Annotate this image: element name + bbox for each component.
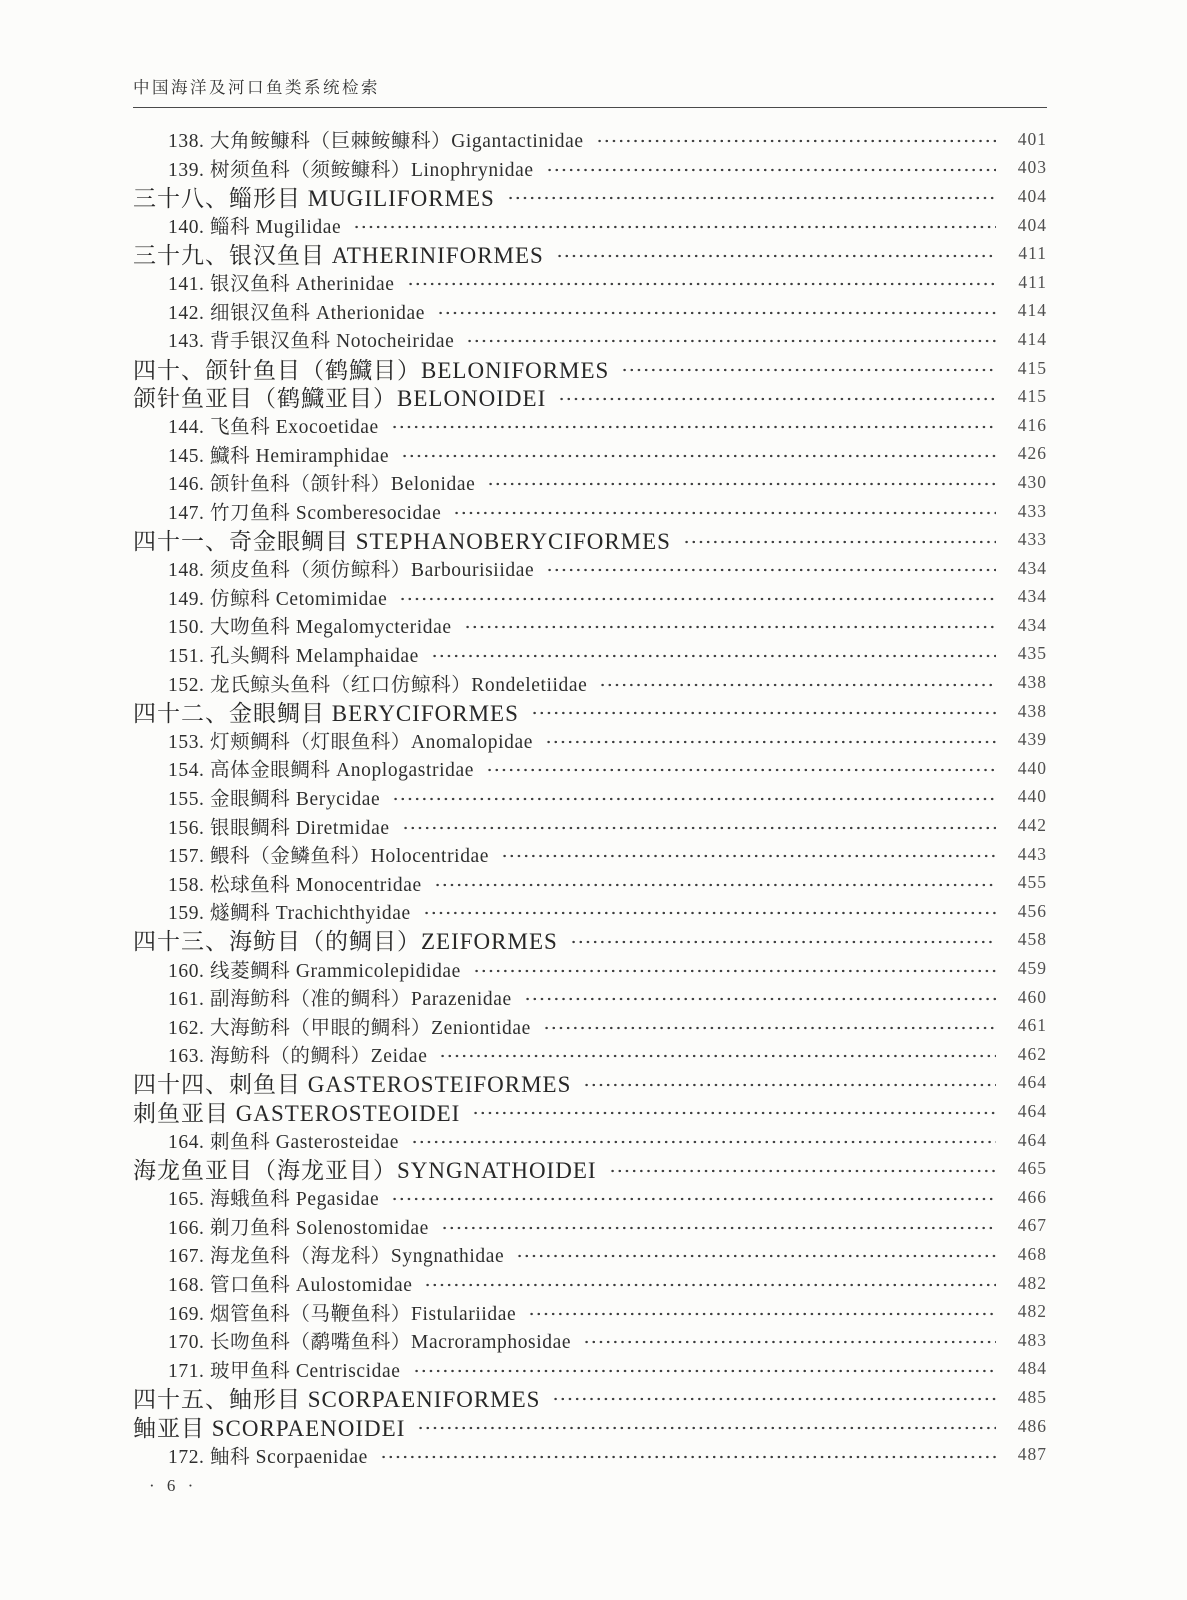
entry-label: 四十、颌针鱼目（鹤鱵目）BELONIFORMES <box>133 357 610 383</box>
entry-page: 482 <box>1017 1301 1047 1322</box>
dot-leader <box>413 1369 996 1373</box>
dot-leader <box>583 1083 996 1087</box>
entry-label: 138. 大角𩽾𩾌科（巨棘𩽾𩾌科）Gigantactinidae <box>168 131 584 153</box>
toc-entry-family <box>133 983 1047 1012</box>
entry-label: 四十三、海鲂目（的鲷目）ZEIFORMES <box>133 929 558 955</box>
dot-leader <box>599 683 996 687</box>
toc-entry-family <box>133 468 1047 497</box>
entry-label: 四十四、刺鱼目 GASTEROSTEIFORMES <box>133 1072 572 1098</box>
entry-label: 151. 孔头鲷科 Melamphaidae <box>168 645 419 667</box>
dot-leader <box>472 1111 996 1115</box>
entry-label: 169. 烟管鱼科（马鞭鱼科）Fistulariidae <box>168 1303 517 1325</box>
entry-page: 414 <box>1017 328 1047 349</box>
entry-page: 464 <box>1017 1072 1047 1093</box>
dot-leader <box>556 254 996 258</box>
entry-page: 433 <box>1017 500 1047 521</box>
dot-leader <box>353 225 996 229</box>
toc-entry-order <box>133 1383 1047 1412</box>
entry-label: 165. 海蛾鱼科 Pegasidae <box>168 1189 380 1211</box>
dot-leader <box>434 883 996 887</box>
toc-entry-order <box>133 239 1047 268</box>
toc-entry-family <box>133 725 1047 754</box>
entry-label: 三十九、银汉鱼目 ATHERINIFORMES <box>133 243 544 269</box>
running-header <box>133 74 1047 108</box>
dot-leader <box>487 482 996 486</box>
entry-label: 166. 剃刀鱼科 Solenostomidae <box>168 1217 429 1239</box>
entry-page: 416 <box>1017 414 1047 435</box>
entry-page: 459 <box>1017 958 1047 979</box>
dot-leader <box>596 139 996 143</box>
entry-page: 415 <box>1017 386 1047 407</box>
dot-leader <box>473 969 996 973</box>
toc-entry-family <box>133 897 1047 926</box>
entry-page: 434 <box>1017 614 1047 635</box>
toc-entry-order <box>133 525 1047 554</box>
dot-leader <box>486 768 996 772</box>
entry-label: 163. 海鲂科（的鲷科）Zeidae <box>168 1046 428 1068</box>
entry-page: 401 <box>1017 128 1047 149</box>
entry-label: 152. 龙氏鲸头鱼科（红口仿鲸科）Rondeletiidae <box>168 674 588 696</box>
toc-entry-family <box>133 1126 1047 1155</box>
toc-entry-family <box>133 668 1047 697</box>
entry-page: 455 <box>1017 872 1047 893</box>
dot-leader <box>546 168 996 172</box>
entry-label: 161. 副海鲂科（准的鲷科）Parazenidae <box>168 989 512 1011</box>
entry-label: 颌针鱼亚目（鹤鱵亚目）BELONOIDEI <box>133 386 547 412</box>
entry-page: 458 <box>1017 929 1047 950</box>
entry-page: 465 <box>1017 1158 1047 1179</box>
toc-entry-suborder <box>133 1412 1047 1441</box>
book-title: 中国海洋及河口鱼类系统检索 <box>133 78 380 97</box>
entry-label: 164. 刺鱼科 Gasterosteidae <box>168 1132 399 1154</box>
entry-page: 464 <box>1017 1100 1047 1121</box>
dot-leader <box>391 1197 996 1201</box>
entry-page: 462 <box>1017 1043 1047 1064</box>
entry-page: 433 <box>1017 529 1047 550</box>
entry-page: 483 <box>1017 1329 1047 1350</box>
entry-label: 四十五、鲉形目 SCORPAENIFORMES <box>133 1386 541 1412</box>
toc-entry-family <box>133 868 1047 897</box>
entry-page: 438 <box>1017 700 1047 721</box>
entry-page: 414 <box>1017 300 1047 321</box>
toc-entry-family <box>133 840 1047 869</box>
dot-leader <box>399 597 996 601</box>
entry-page: 464 <box>1017 1129 1047 1150</box>
dot-leader <box>524 997 996 1001</box>
toc-entry-family <box>133 1440 1047 1469</box>
entry-label: 172. 鲉科 Scorpaenidae <box>168 1446 368 1468</box>
entry-label: 160. 线菱鲷科 Grammicolepididae <box>168 960 461 982</box>
toc-entry-family <box>133 1269 1047 1298</box>
toc-entry-family <box>133 554 1047 583</box>
entry-label: 140. 鲻科 Mugilidae <box>168 217 342 239</box>
dot-leader <box>453 511 996 515</box>
dot-leader <box>431 654 996 658</box>
entry-page: 466 <box>1017 1186 1047 1207</box>
entry-page: 487 <box>1017 1444 1047 1465</box>
entry-label: 168. 管口鱼科 Aulostomidae <box>168 1275 413 1297</box>
entry-label: 145. 鱵科 Hemiramphidae <box>168 445 390 467</box>
entry-label: 149. 仿鲸科 Cetomimidae <box>168 588 388 610</box>
dot-leader <box>391 425 996 429</box>
dot-leader <box>545 740 996 744</box>
entry-page: 438 <box>1017 672 1047 693</box>
entry-label: 147. 竹刀鱼科 Scomberesocidae <box>168 503 442 525</box>
entry-page: 440 <box>1017 757 1047 778</box>
entry-page: 456 <box>1017 900 1047 921</box>
entry-label: 148. 须皮鱼科（须仿鲸科）Barbourisiidae <box>168 560 535 582</box>
entry-page: 486 <box>1017 1415 1047 1436</box>
entry-label: 159. 燧鲷科 Trachichthyidae <box>168 903 411 925</box>
entry-label: 三十八、鲻形目 MUGILIFORMES <box>133 185 495 211</box>
toc-entry-family <box>133 211 1047 240</box>
page-number-footer: · 6 · <box>149 1475 198 1495</box>
toc-entry-family <box>133 1212 1047 1241</box>
entry-page: 461 <box>1017 1015 1047 1036</box>
dot-leader <box>543 1026 996 1030</box>
entry-label: 150. 大吻鱼科 Megalomycteridae <box>168 617 452 639</box>
dot-leader <box>501 854 996 858</box>
entry-label: 143. 背手银汉鱼科 Notocheiridae <box>168 331 455 353</box>
dot-leader <box>558 397 996 401</box>
entry-label: 156. 银眼鲷科 Diretmidae <box>168 817 390 839</box>
dot-leader <box>380 1455 996 1459</box>
toc-entry-family <box>133 754 1047 783</box>
dot-leader <box>516 1254 996 1258</box>
entry-label: 四十二、金眼鲷目 BERYCIFORMES <box>133 700 519 726</box>
toc-entry-family <box>133 1011 1047 1040</box>
toc-entry-family <box>133 1355 1047 1384</box>
dot-leader <box>570 940 996 944</box>
dot-leader <box>609 1169 996 1173</box>
entry-label: 154. 高体金眼鲷科 Anoplogastridae <box>168 760 474 782</box>
dot-leader <box>439 1054 996 1058</box>
entry-page: 443 <box>1017 843 1047 864</box>
entry-label: 170. 长吻鱼科（鹬嘴鱼科）Macroramphosidae <box>168 1332 572 1354</box>
entry-page: 460 <box>1017 986 1047 1007</box>
dot-leader <box>407 282 996 286</box>
toc-entry-order <box>133 354 1047 383</box>
toc-entry-family <box>133 611 1047 640</box>
dot-leader <box>546 568 996 572</box>
entry-page: 434 <box>1017 586 1047 607</box>
entry-page: 411 <box>1018 243 1047 264</box>
entry-page: 435 <box>1017 643 1047 664</box>
dot-leader <box>683 540 996 544</box>
dot-leader <box>402 826 996 830</box>
dot-leader <box>552 1397 996 1401</box>
entry-label: 158. 松球鱼科 Monocentridae <box>168 874 422 896</box>
entry-page: 468 <box>1017 1243 1047 1264</box>
dot-leader <box>507 196 996 200</box>
dot-leader <box>401 454 996 458</box>
entry-label: 四十一、奇金眼鲷目 STEPHANOBERYCIFORMES <box>133 529 671 555</box>
entry-page: 403 <box>1017 157 1047 178</box>
toc-entry-family <box>133 325 1047 354</box>
entry-label: 海龙鱼亚目（海龙亚目）SYNGNATHOIDEI <box>133 1158 597 1184</box>
toc-entry-order <box>133 1069 1047 1098</box>
dot-leader <box>531 711 996 715</box>
dot-leader <box>424 1283 996 1287</box>
entry-label: 刺鱼亚目 GASTEROSTEOIDEI <box>133 1100 461 1126</box>
toc-entry-family <box>133 954 1047 983</box>
toc-entry-family <box>133 1240 1047 1269</box>
entry-page: 415 <box>1017 357 1047 378</box>
dot-leader <box>621 368 996 372</box>
toc-entry-suborder <box>133 1154 1047 1183</box>
toc-entry-family <box>133 640 1047 669</box>
toc-entry-family <box>133 268 1047 297</box>
entry-label: 167. 海龙鱼科（海龙科）Syngnathidae <box>168 1246 505 1268</box>
toc-entry-suborder <box>133 1097 1047 1126</box>
entry-label: 171. 玻甲鱼科 Centriscidae <box>168 1360 401 1382</box>
toc-entry-family <box>133 783 1047 812</box>
toc-entry-family <box>133 411 1047 440</box>
dot-leader <box>464 625 996 629</box>
toc-list <box>133 125 1047 1469</box>
entry-label: 162. 大海鲂科（甲眼的鲷科）Zeniontidae <box>168 1017 531 1039</box>
entry-label: 155. 金眼鲷科 Berycidae <box>168 788 381 810</box>
entry-page: 426 <box>1017 443 1047 464</box>
toc-entry-family <box>133 1297 1047 1326</box>
toc-entry-family <box>133 154 1047 183</box>
dot-leader <box>441 1226 996 1230</box>
toc-entry-family <box>133 811 1047 840</box>
dot-leader <box>423 911 996 915</box>
entry-page: 404 <box>1017 185 1047 206</box>
entry-label: 139. 树须鱼科（须𩽾𩾌科）Linophrynidae <box>168 159 534 181</box>
entry-page: 482 <box>1017 1272 1047 1293</box>
toc-entry-family <box>133 297 1047 326</box>
dot-leader <box>583 1340 996 1344</box>
entry-label: 153. 灯颊鲷科（灯眼鱼科）Anomalopidae <box>168 731 534 753</box>
entry-label: 鲉亚目 SCORPAENOIDEI <box>133 1415 406 1441</box>
entry-page: 411 <box>1018 271 1047 292</box>
toc-entry-order <box>133 697 1047 726</box>
entry-page: 484 <box>1017 1358 1047 1379</box>
entry-page: 440 <box>1017 786 1047 807</box>
toc-entry-family <box>133 1040 1047 1069</box>
toc-entry-order <box>133 926 1047 955</box>
dot-leader <box>528 1312 996 1316</box>
toc-entry-order <box>133 182 1047 211</box>
entry-page: 442 <box>1017 815 1047 836</box>
dot-leader <box>437 311 996 315</box>
dot-leader <box>392 797 996 801</box>
toc-entry-family <box>133 1183 1047 1212</box>
entry-page: 430 <box>1017 471 1047 492</box>
entry-page: 467 <box>1017 1215 1047 1236</box>
toc-entry-family <box>133 583 1047 612</box>
toc-entry-suborder <box>133 382 1047 411</box>
entry-page: 404 <box>1017 214 1047 235</box>
toc-entry-family <box>133 1326 1047 1355</box>
entry-label: 144. 飞鱼科 Exocoetidae <box>168 417 379 439</box>
dot-leader <box>417 1426 996 1430</box>
entry-page: 485 <box>1017 1386 1047 1407</box>
entry-label: 142. 细银汉鱼科 Atherionidae <box>168 302 425 324</box>
entry-label: 141. 银汉鱼科 Atherinidae <box>168 274 395 296</box>
entry-page: 434 <box>1017 557 1047 578</box>
dot-leader <box>411 1140 996 1144</box>
dot-leader <box>466 339 996 343</box>
toc-entry-family <box>133 440 1047 469</box>
entry-page: 439 <box>1017 729 1047 750</box>
entry-label: 157. 鳂科（金鳞鱼科）Holocentridae <box>168 846 490 868</box>
entry-label: 146. 颌针鱼科（颌针科）Belonidae <box>168 474 476 496</box>
toc-entry-family <box>133 125 1047 154</box>
toc-entry-family <box>133 497 1047 526</box>
